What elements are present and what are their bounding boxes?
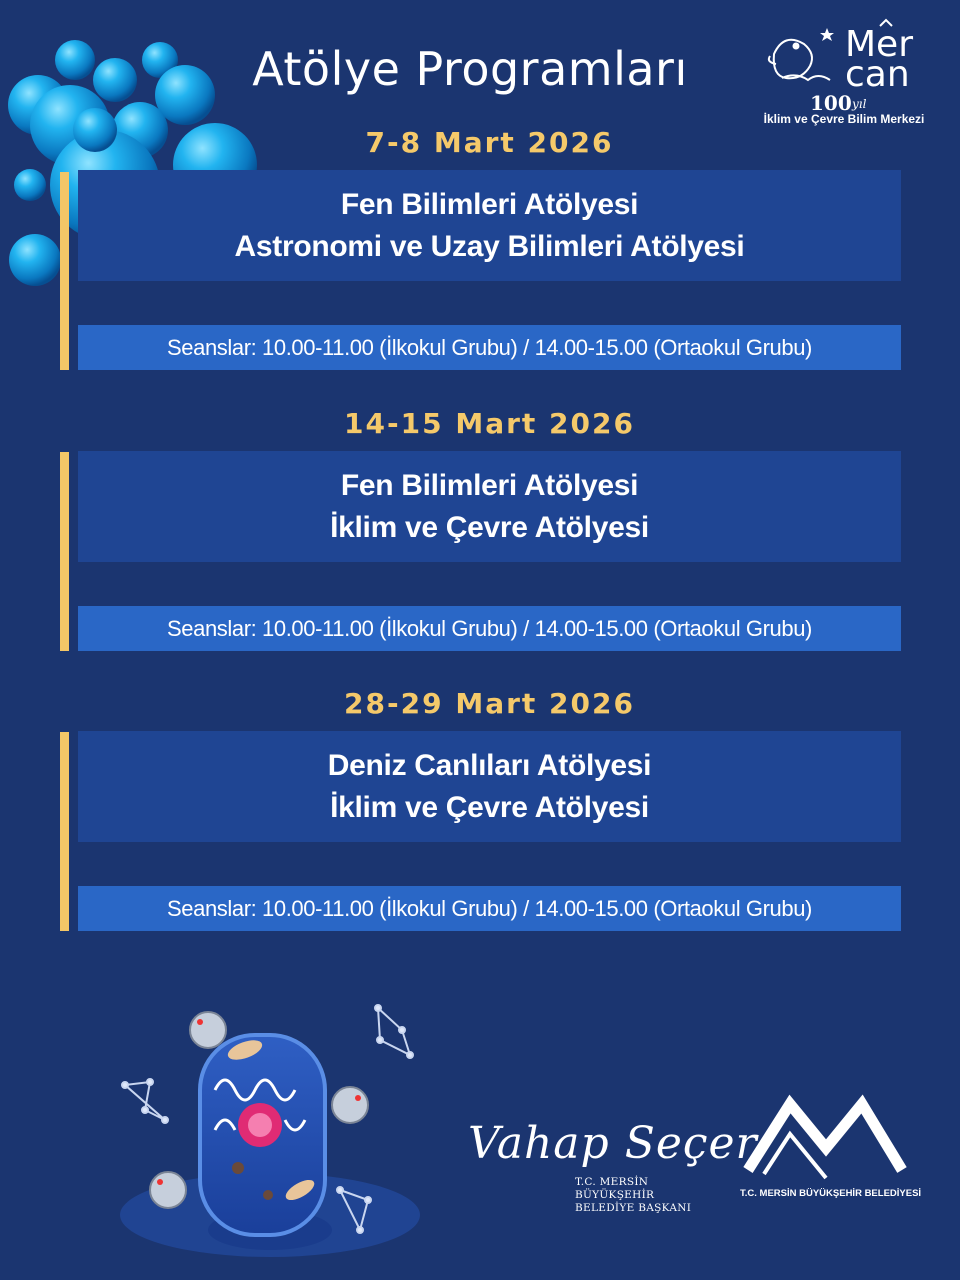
- program-sessions-1: Seanslar: 10.00-11.00 (İlkokul Grubu) / 14.00-15.00 (Ortaokul Grubu): [78, 325, 901, 370]
- program-titles-3: [78, 731, 901, 842]
- mayor-title-line2: BELEDİYE BAŞKANI: [575, 1202, 692, 1214]
- workshop-title: Astronomi ve Uzay Bilimleri Atölyesi: [234, 229, 745, 263]
- program-date-3: 28-29 Mart 2026: [344, 687, 635, 720]
- program-accent-bar-2: [60, 452, 69, 651]
- mayor-title-line1: T.C. MERSİN BÜYÜKŞEHİR: [575, 1176, 655, 1201]
- program-date-1: 7-8 Mart 2026: [365, 126, 614, 159]
- mayor-title: [575, 1176, 725, 1215]
- workshop-title: Fen Bilimleri Atölyesi: [340, 468, 639, 502]
- mbb-logo: [740, 1090, 910, 1180]
- page-title: Atölye Programları: [252, 42, 688, 96]
- workshop-title: Fen Bilimleri Atölyesi: [340, 187, 639, 221]
- workshop-title: İklim ve Çevre Atölyesi: [330, 790, 649, 824]
- program-sessions-3: Seanslar: 10.00-11.00 (İlkokul Grubu) / 14.00-15.00 (Ortaokul Grubu): [78, 886, 901, 931]
- mercan-brand-line2: can: [845, 54, 910, 95]
- program-accent-bar-1: [60, 172, 69, 370]
- program-titles-2: [78, 451, 901, 562]
- mayor-signature: Vahap Seçer: [468, 1118, 758, 1169]
- mercan-caption: İklim ve Çevre Bilim Merkezi: [763, 112, 925, 126]
- mercan-anniversary-suffix: yıl: [852, 97, 867, 111]
- mercan-brand-line1: Mer: [845, 24, 914, 65]
- municipality-caption: T.C. MERSİN BÜYÜKŞEHİR BELEDİYESİ: [740, 1188, 922, 1199]
- cell-illustration: [110, 990, 430, 1270]
- mercan-anniversary: 100: [810, 91, 852, 115]
- program-sessions-2: Seanslar: 10.00-11.00 (İlkokul Grubu) / 14.00-15.00 (Ortaokul Grubu): [78, 606, 901, 651]
- program-accent-bar-3: [60, 732, 69, 931]
- program-titles-1: [78, 170, 901, 281]
- workshop-title: İklim ve Çevre Atölyesi: [330, 510, 649, 544]
- program-date-2: 14-15 Mart 2026: [344, 407, 635, 440]
- workshop-title: Deniz Canlıları Atölyesi: [327, 748, 652, 782]
